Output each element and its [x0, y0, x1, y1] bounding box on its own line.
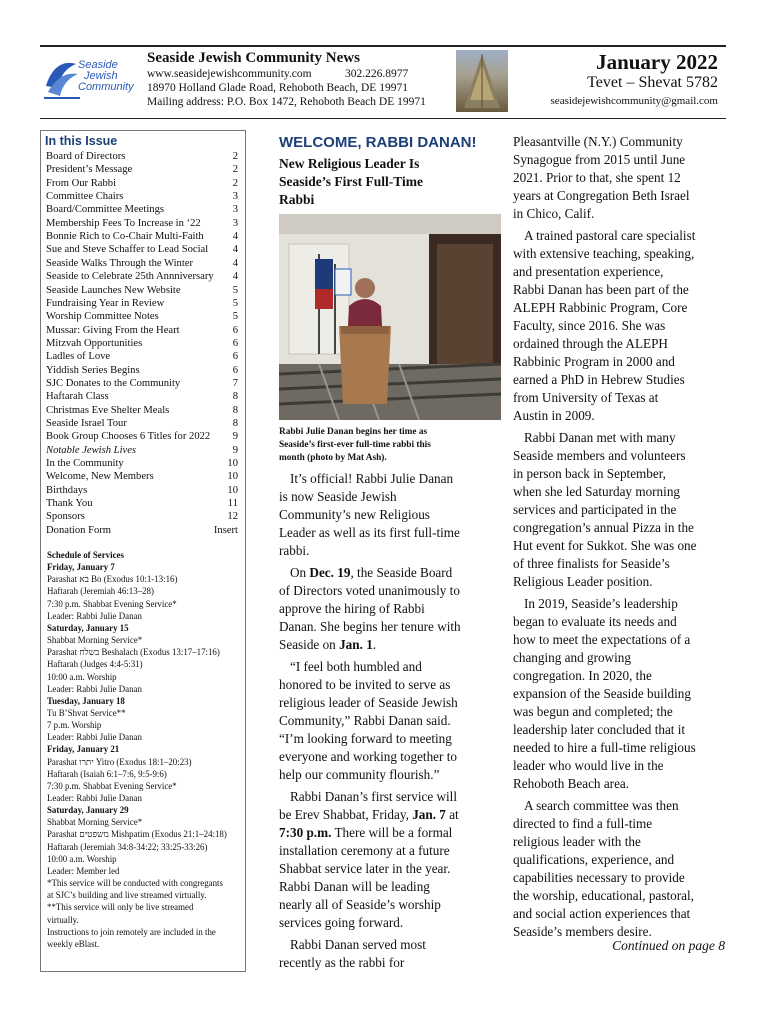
article-line: approve the hiring of Rabbi: [279, 601, 425, 616]
toc-item: [46, 243, 238, 256]
article-line: Hut event for Sukkot. She was one: [513, 538, 697, 553]
schedule-line: Leader: Rabbi Julie Danan: [47, 793, 142, 803]
article-line: On Dec. 19, the Seaside Board: [290, 565, 453, 580]
article-line: expansion of the Seaside building: [513, 686, 691, 701]
toc-page: 6: [232, 364, 238, 376]
toc-page: 6: [232, 337, 238, 349]
toc-title: Seaside Launches New Website: [46, 284, 181, 296]
article-line: It’s official! Rabbi Julie Danan: [290, 471, 454, 486]
schedule-line: Shabbat Morning Service*: [47, 817, 143, 828]
toc-title: Board of Directors: [46, 151, 126, 162]
article-line: A search committee was then: [524, 798, 679, 813]
rabbi-danan-photo: [279, 214, 501, 420]
schedule-line: Parashat בשלח Beshalach (Exodus 13:17–17:16): [47, 647, 220, 658]
toc-item: [46, 150, 238, 163]
header-bottom-rule: [40, 118, 726, 119]
article-line: “I feel both humbled and: [290, 659, 422, 674]
photo-caption-line: Rabbi Julie Danan begins her time as: [279, 427, 428, 437]
schedule-heading: Friday, January 21: [47, 744, 120, 755]
article-line: Seaside members and volunteers: [513, 448, 686, 463]
toc-page: 4: [232, 244, 238, 256]
toc-title: Notable Jewish Lives: [46, 444, 137, 456]
schedule-line: Leader: Rabbi Julie Danan: [47, 732, 142, 743]
article-line: in person back in September,: [513, 466, 666, 481]
schedule-line: Parashat יתרו Yitro (Exodus 18:1–20:23): [47, 756, 192, 767]
article-line: A trained pastoral care specialist: [524, 228, 696, 243]
toc-item: [46, 203, 238, 216]
toc-item: [46, 270, 238, 283]
schedule-line: Tu B’Shvat Service**: [47, 707, 126, 718]
toc-page: 2: [232, 177, 238, 189]
toc-item: [46, 297, 238, 310]
toc-page: 10: [227, 471, 238, 483]
schedule-line: *This service will be conducted with congregants: [47, 878, 223, 889]
toc-page: 7: [232, 377, 238, 389]
toc-title: Seaside Walks Through the Winter: [46, 257, 194, 269]
toc-page: 5: [232, 284, 238, 296]
article-line: help our community flourish.”: [279, 767, 440, 782]
toc-item: [46, 310, 238, 323]
toc-item: [46, 163, 238, 176]
toc-title: Ladles of Love: [46, 351, 111, 363]
article-line: honored to be invited to serve as: [279, 677, 451, 692]
toc-title: Christmas Eve Shelter Meals: [46, 404, 170, 416]
issue-date: January 2022: [596, 50, 718, 74]
website-link[interactable]: www.seasidejewishcommunity.com: [147, 68, 312, 80]
mailing-address: Mailing address: P.O. Box 1472, Rehoboth Beach DE 19971: [147, 96, 426, 108]
toc-title: President’s Message: [46, 164, 133, 176]
street-address: 18970 Holland Glade Road, Rehoboth Beach, DE 19971: [147, 82, 408, 94]
toc-page: 3: [232, 204, 238, 216]
hebrew-date: Tevet – Shevat 5782: [587, 74, 718, 91]
toc-page: 11: [227, 498, 238, 510]
toc-page: 8: [232, 404, 238, 416]
toc-page: 10: [227, 458, 238, 470]
schedule-heading: Friday, January 7: [47, 562, 115, 573]
toc-item: [46, 430, 238, 443]
article-line: Rabbinic Program in 2000 and: [513, 354, 675, 369]
email-link[interactable]: seasidejewishcommunity@gmail.com: [550, 95, 718, 107]
article-line: services and participated in the: [513, 502, 677, 517]
toc-item: [46, 364, 238, 377]
schedule-line: weekly eBlast.: [47, 938, 100, 949]
article-headline-line: New Religious Leader Is: [279, 156, 420, 171]
toc-title: Donation Form: [46, 524, 112, 536]
article-line: is now Seaside Jewish: [279, 489, 397, 504]
schedule-heading: Schedule of Services: [47, 550, 124, 560]
article-line: changing and growing: [513, 650, 631, 665]
article-line: of three finalists for Seaside’s: [513, 556, 670, 571]
article-line: Community’s new Religious: [279, 507, 430, 522]
toc-title: Book Group Chooses 6 Titles for 2022: [46, 431, 211, 443]
article-line: rabbi.: [279, 543, 310, 558]
article-line: congregation. In 2020, the: [513, 668, 652, 683]
article-line: began to evaluate its needs and: [513, 614, 677, 629]
article-line: directed to find a full-time: [513, 816, 653, 831]
wave-icon: [42, 56, 82, 102]
schedule-line: virtually.: [47, 914, 79, 925]
toc-item: [46, 470, 238, 483]
in-this-issue-heading: In this Issue: [45, 134, 118, 148]
toc-item: [46, 190, 238, 203]
photo-caption-line: month (photo by Mat Ash).: [279, 453, 387, 463]
article-line: ordained through the ALEPH: [513, 336, 668, 351]
article-line: earned a PhD in Hebrew Studies: [513, 372, 685, 387]
schedule-line: 7:30 p.m. Shabbat Evening Service*: [47, 598, 177, 609]
toc-item: [46, 390, 238, 403]
article-line: Rabbi Danan served most: [290, 937, 426, 952]
schedule-line: 7 p.m. Worship: [47, 720, 102, 731]
toc-item: [46, 484, 238, 497]
article-line: religious leader of Seaside Jewish: [279, 695, 458, 710]
schedule-line: 7:30 p.m. Shabbat Evening Service*: [47, 780, 177, 791]
toc-item: [46, 524, 238, 537]
schedule-line: 10:00 a.m. Worship: [47, 671, 117, 682]
article-line: capabilities necessary to provide: [513, 870, 685, 885]
article-line: the worship, educational, pastoral,: [513, 888, 694, 903]
article-line: Seaside on Jan. 1.: [279, 637, 377, 652]
toc-title: Mussar: Giving From the Heart: [46, 324, 180, 336]
toc-title: Board/Committee Meetings: [46, 204, 164, 216]
toc-title: Seaside Israel Tour: [46, 418, 127, 429]
toc-page: 4: [232, 257, 238, 269]
article-line: in Chico, Calif.: [513, 206, 595, 221]
continued-note: Continued on page 8: [612, 938, 725, 953]
article-line: Synagogue from 2015 until June: [513, 152, 686, 167]
article-line: 7:30 p.m. There will be a formal: [279, 825, 453, 840]
toc-page: 10: [227, 484, 238, 496]
article-line: Rabbi Danan’s first service will: [290, 789, 458, 804]
article-line: years at Congregation Beth Israel: [513, 188, 690, 203]
article-line: and social action experiences that: [513, 906, 691, 921]
toc-page: 8: [232, 391, 238, 403]
article-line: Rabbi Danan has been part of the: [513, 282, 689, 297]
toc-title: Birthdays: [46, 484, 88, 496]
article-line: Community,” Rabbi Danan said.: [279, 713, 451, 728]
article-headline-line: Rabbi: [279, 192, 315, 207]
article-line: Seaside’s members desire.: [513, 924, 652, 939]
schedule-line: Haftarah (Isaiah 6:1–7:6, 9:5-9:6): [47, 768, 167, 779]
toc-item: [46, 497, 238, 510]
schedule-line: Parashat משפטים Mishpatim (Exodus 21:1–24:18): [47, 829, 227, 840]
toc-page: 2: [232, 164, 238, 176]
seaside-logo: [42, 56, 144, 106]
article-line: 2021. Prior to that, she spent 12: [513, 170, 681, 185]
schedule-line: Leader: Rabbi Julie Danan: [47, 683, 142, 694]
article-line: from University of Texas at: [513, 390, 659, 405]
article-line: ALEPH Rabbinic Program, Core: [513, 300, 688, 315]
article-headline-line: Seaside’s First Full-Time: [279, 174, 423, 189]
toc-item: [46, 230, 238, 243]
article-line: Rabbi Danan met with many: [524, 430, 676, 445]
toc-title: From Our Rabbi: [46, 177, 117, 189]
schedule-line: at SJC’s building and live streamed virtually.: [47, 890, 207, 901]
toc-page: 6: [232, 351, 238, 363]
article-line: how to meet the expectations of a: [513, 632, 691, 647]
article-line: be Erev Shabbat, Friday, Jan. 7 at: [279, 807, 459, 822]
toc-page: 2: [232, 151, 238, 162]
toc-title: Haftarah Class: [46, 391, 109, 403]
article-line: Austin in 2009.: [513, 408, 595, 423]
article-line: In 2019, Seaside’s leadership: [524, 596, 678, 611]
toc-item: [46, 457, 238, 470]
toc-title: Bonnie Rich to Co-Chair Multi-Faith: [46, 231, 204, 243]
toc-title: Fundraising Year in Review: [46, 297, 165, 309]
toc-page: 6: [232, 324, 238, 336]
toc-page: 3: [232, 191, 238, 203]
schedule-heading: Saturday, January 29: [47, 805, 129, 816]
toc-page: 5: [232, 297, 238, 309]
hanukkah-tree-photo: [456, 50, 508, 112]
toc-title: Sue and Steve Schaffer to Lead Social: [46, 244, 209, 256]
toc-item: [46, 177, 238, 190]
toc-title: In the Community: [46, 458, 124, 470]
schedule-line: Shabbat Morning Service*: [47, 635, 143, 646]
toc-item: [46, 324, 238, 337]
toc-page: 4: [232, 231, 238, 243]
article-kicker: WELCOME, RABBI DANAN!: [279, 134, 477, 151]
photo-caption-line: Seaside’s first-ever full-time rabbi this: [279, 440, 431, 450]
toc-page: 4: [232, 271, 238, 283]
toc-item: [46, 350, 238, 363]
toc-title: Membership Fees To Increase in ‘22: [46, 217, 201, 229]
article-line: Danan. She begins her tenure with: [279, 619, 461, 634]
toc-item: [46, 510, 238, 523]
toc-page: 9: [232, 444, 238, 456]
article-line: Rehoboth Beach area.: [513, 776, 630, 791]
toc-title: Welcome, New Members: [46, 471, 154, 483]
schedule-line: Leader: Rabbi Julie Danan: [47, 610, 142, 621]
toc-item: [46, 257, 238, 270]
article-line: Religious Leader position.: [513, 574, 653, 589]
toc-title: Sponsors: [46, 511, 85, 523]
article-line: qualifications, experience, and: [513, 852, 675, 867]
toc-title: Seaside to Celebrate 25th Annniversary: [46, 271, 214, 283]
toc-page: 9: [232, 431, 238, 443]
article-line: leadership later concluded that it: [513, 722, 686, 737]
toc-item: [46, 417, 238, 430]
toc-title: Mitzvah Opportunities: [46, 337, 143, 349]
article-line: when she led Saturday morning: [513, 484, 681, 499]
article-line: services going forward.: [279, 915, 404, 930]
article-line: congregation’s annual Pizza in the: [513, 520, 694, 535]
schedule-line: Haftarah (Jeremiah 34:8-34:22; 33:25-33:26): [47, 841, 208, 852]
toc-title: SJC Donates to the Community: [46, 377, 181, 389]
toc-page: 12: [227, 511, 238, 523]
schedule-line: Haftarah (Judges 4:4-5:31): [47, 659, 143, 670]
article-line: and presentation experience,: [513, 264, 664, 279]
schedule-line: **This service will only be live streamed: [47, 902, 194, 913]
toc-item: [46, 337, 238, 350]
article-line: Pleasantville (N.Y.) Community: [513, 134, 683, 149]
toc-title: Worship Committee Notes: [46, 311, 159, 323]
schedule-line: Haftarah (Jeremiah 46:13–28): [47, 586, 154, 597]
schedule-heading: Tuesday, January 18: [47, 695, 125, 706]
article-line: nearly all of Seaside’s worship: [279, 897, 441, 912]
article-line: recently as the rabbi for: [279, 955, 405, 970]
logo-wordmark: Seaside Jewish Community: [78, 59, 134, 93]
phone-number: 302.226.8977: [345, 68, 409, 80]
schedule-line: Parashat בא Bo (Exodus 10:1-13:16): [47, 574, 178, 585]
toc-title: Thank You: [46, 498, 93, 510]
toc-page: 5: [232, 311, 238, 323]
article-line: Rabbi Danan will be leading: [279, 879, 430, 894]
header-top-rule: [40, 45, 726, 47]
toc-title: Yiddish Series Begins: [46, 364, 140, 376]
schedule-heading: Saturday, January 15: [47, 622, 129, 633]
toc-item: [46, 284, 238, 297]
article-line: was begun and completed; the: [513, 704, 673, 719]
toc-title: Committee Chairs: [46, 191, 124, 203]
newsletter-title: Seaside Jewish Community News: [147, 50, 360, 66]
article-line: installation ceremony at a future: [279, 843, 450, 858]
article-line: of Directors voted unanimously to: [279, 583, 460, 598]
toc-item: [46, 444, 238, 457]
article-line: Faculty, since 2016. She was: [513, 318, 666, 333]
article-line: religious leader with the: [513, 834, 641, 849]
article-line: with extensive teaching, speaking,: [513, 246, 695, 261]
article-line: leader who would live in the: [513, 758, 664, 773]
toc-page: Insert: [213, 524, 238, 536]
article-line: Leader as well as its first full-time: [279, 525, 460, 540]
article-line: everyone and working together to: [279, 749, 457, 764]
toc-item: [46, 404, 238, 417]
schedule-line: Leader: Member led: [47, 865, 120, 876]
article-line: needed to hire a full-time religious: [513, 740, 696, 755]
schedule-line: Instructions to join remotely are included in the: [47, 926, 216, 937]
toc-item: [46, 217, 238, 230]
toc-page: 8: [232, 418, 238, 429]
article-line: Shabbat service later in the year.: [279, 861, 451, 876]
toc-page: 3: [232, 217, 238, 229]
schedule-line: 10:00 a.m. Worship: [47, 853, 117, 864]
article-line: “I’m looking forward to meeting: [279, 731, 452, 746]
toc-item: [46, 377, 238, 390]
